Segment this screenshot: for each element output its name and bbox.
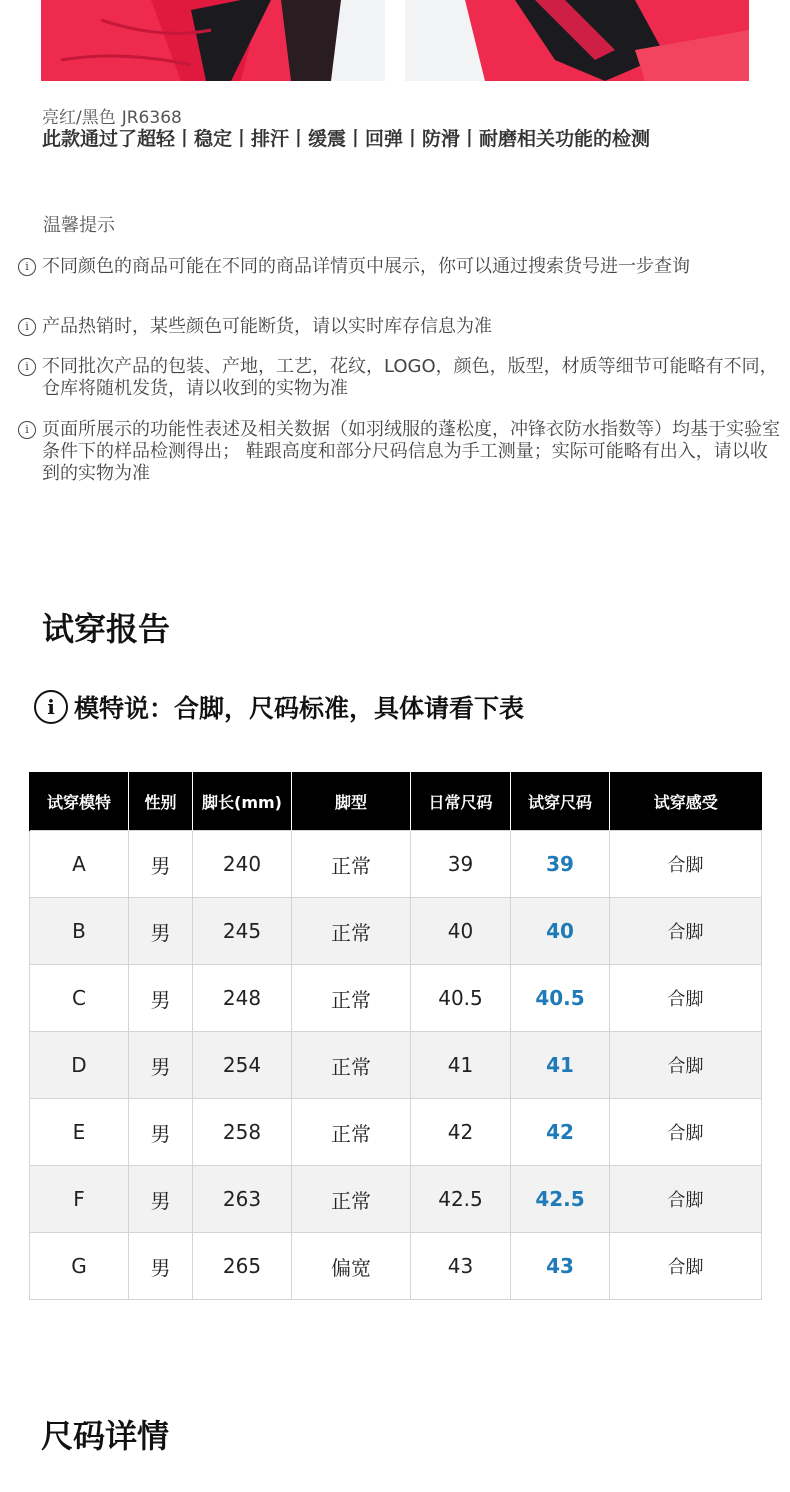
table-row [30,898,762,965]
table-cell: 正常 [292,831,411,898]
table-cell: 男 [129,965,193,1032]
table-cell: D [30,1032,129,1099]
column-header: 试穿感受 [610,772,762,831]
table-cell-try-size: 41 [511,1032,610,1099]
table-cell: 42.5 [411,1166,511,1233]
column-header: 试穿尺码 [511,772,610,831]
tip-item [18,256,784,278]
table-cell-try-size: 42.5 [511,1166,610,1233]
table-cell: 男 [129,831,193,898]
table-cell: 合脚 [610,1032,762,1099]
table-cell: E [30,1099,129,1166]
table-cell: 男 [129,898,193,965]
table-cell: 248 [193,965,292,1032]
table-cell: 男 [129,1166,193,1233]
product-image-right[interactable] [405,0,749,81]
tip-text: 页面所展示的功能性表述及相关数据（如羽绒服的蓬松度，冲锋衣防水指数等）均基于实验室条件下的样品检测得出； 鞋跟高度和部分尺码信息为手工测量；实际可能略有出入，请以收到的实物为准 [42,419,780,484]
info-icon: i [34,690,68,724]
table-cell: A [30,831,129,898]
table-cell: 254 [193,1032,292,1099]
table-cell: 258 [193,1099,292,1166]
color-name: 亮红/黑色 [42,108,116,128]
table-cell: 41 [411,1032,511,1099]
tip-text: 不同批次产品的包装、产地，工艺，花纹，LOGO，颜色，版型，材质等细节可能略有不同，仓库将随机发货，请以收到的实物为准 [42,356,778,399]
table-cell-try-size: 42 [511,1099,610,1166]
table-cell: 偏宽 [292,1233,411,1300]
product-image-left[interactable] [41,0,385,81]
table-cell: 40 [411,898,511,965]
table-cell: B [30,898,129,965]
info-icon: i [18,258,36,276]
table-cell: 265 [193,1233,292,1300]
table-cell: 合脚 [610,898,762,965]
table-cell-try-size: 43 [511,1233,610,1300]
tip-item [18,316,784,338]
table-cell: 40.5 [411,965,511,1032]
info-icon: i [18,358,36,376]
model-comment-text: 模特说：合脚，尺码标准，具体请看下表 [74,694,525,723]
table-cell: 男 [129,1099,193,1166]
product-color [42,103,182,128]
tip-text: 产品热销时，某些颜色可能断货，请以实时库存信息为准 [42,316,492,337]
table-cell-try-size: 39 [511,831,610,898]
table-cell: 39 [411,831,511,898]
table-row [30,1166,762,1233]
column-header: 性别 [129,772,193,831]
section-title-size-details: 尺码详情 [41,1417,170,1455]
table-cell: 男 [129,1032,193,1099]
column-header: 脚型 [292,772,411,831]
table-cell: 43 [411,1233,511,1300]
tips-title: 温馨提示 [43,215,115,236]
table-cell: 正常 [292,1166,411,1233]
info-icon: i [18,318,36,336]
table-cell: 42 [411,1099,511,1166]
table-cell: F [30,1166,129,1233]
table-cell: G [30,1233,129,1300]
table-header-row [30,772,762,831]
table-cell: 正常 [292,898,411,965]
column-header: 日常尺码 [411,772,511,831]
feature-test-text: 此款通过了超轻丨稳定丨排汗丨缓震丨回弹丨防滑丨耐磨相关功能的检测 [42,128,651,150]
table-cell: 正常 [292,1099,411,1166]
shoe-image [405,0,749,81]
product-sku: JR6368 [121,108,182,128]
info-icon: i [18,421,36,439]
table-cell: 245 [193,898,292,965]
model-comment [34,689,524,725]
table-cell: 合脚 [610,1099,762,1166]
table-cell: 263 [193,1166,292,1233]
section-title-fit-report: 试穿报告 [42,610,171,648]
tip-item [18,356,784,400]
column-header: 脚长(mm) [193,772,292,831]
fit-report-table [29,772,762,1300]
table-row [30,1099,762,1166]
table-cell: 正常 [292,965,411,1032]
shoe-image [41,0,385,81]
table-cell: 合脚 [610,965,762,1032]
table-cell: 合脚 [610,1166,762,1233]
column-header: 试穿模特 [30,772,129,831]
table-cell: 240 [193,831,292,898]
tip-text: 不同颜色的商品可能在不同的商品详情页中展示，你可以通过搜索货号进一步查询 [42,256,690,277]
tip-item [18,419,784,485]
table-row [30,965,762,1032]
table-row [30,1233,762,1300]
table-cell: 合脚 [610,1233,762,1300]
table-cell: C [30,965,129,1032]
table-cell: 男 [129,1233,193,1300]
table-cell-try-size: 40 [511,898,610,965]
table-cell-try-size: 40.5 [511,965,610,1032]
table-cell: 合脚 [610,831,762,898]
table-row [30,831,762,898]
table-row [30,1032,762,1099]
table-cell: 正常 [292,1032,411,1099]
